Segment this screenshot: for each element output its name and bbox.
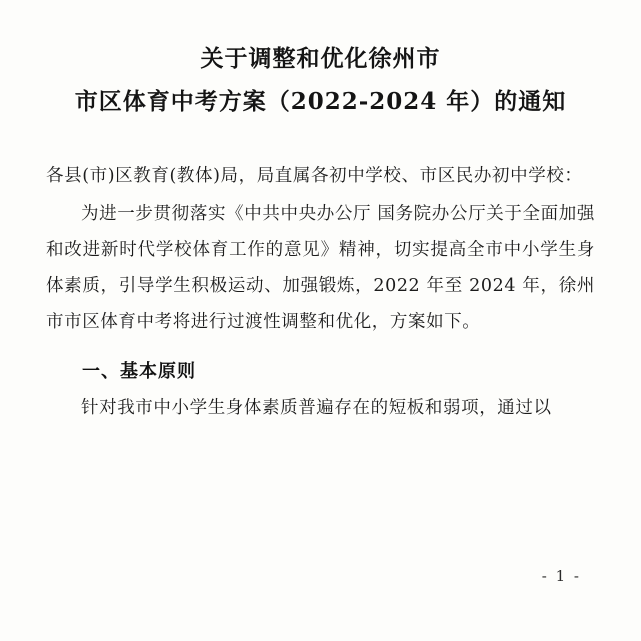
page-title-line-1: 关于调整和优化徐州市 [200, 45, 441, 72]
section-paragraph: 针对我市中小学生身体素质普遍存在的短板和弱项，通过以 [81, 398, 552, 419]
opening-paragraph: 为进一步贯彻落实《中共中央办公厅 国务院办公厅关于全面加强和改进新时代学校体育工作的意见》精神，切实提高全市中小学生身体素质，引导学生积极运动、加强锻炼，2022 年至 2024 年，徐州市市区体育中考将进行过渡性调整和优化，方案如下。 [46, 203, 595, 332]
addressee-paragraph: 各县(市)区教育(教体)局，局直属各初中学校、市区民办初中学校： [46, 166, 583, 187]
document-body [46, 159, 595, 427]
page-number: - 1 - [541, 567, 581, 585]
section-heading-basic-principles: 一、基本原则 [82, 361, 196, 383]
page-title-line-2: 市区体育中考方案（2022-2024 年）的通知 [74, 87, 567, 115]
page-title [46, 38, 595, 123]
